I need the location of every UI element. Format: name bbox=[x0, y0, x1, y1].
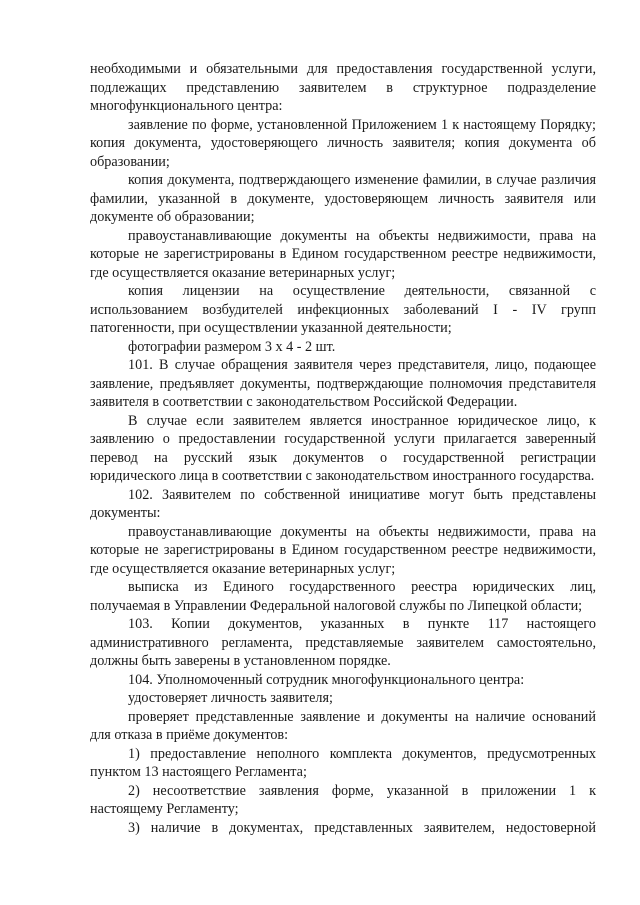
paragraph-registry-extract: выписка из Единого государственного реестра юридических лиц, получаемая в Управлении Федеральной налоговой службы по Липецкой области; bbox=[90, 579, 596, 614]
paragraph-name-change: копия документа, подтверждающего изменение фамилии, в случае различия фамилии, указанной в документе, удостоверяющем личность заявителя или документе об образовании; bbox=[90, 172, 596, 225]
paragraph-check-documents: проверяет представленные заявление и документы на наличие оснований для отказа в приёме документов: bbox=[90, 708, 596, 743]
document-page bbox=[90, 60, 596, 837]
list-item-2: 2) несоответствие заявления форме, указанной в приложении 1 к настоящему Регламенту; bbox=[90, 782, 596, 817]
paragraph-application-form: заявление по форме, установленной Приложением 1 к настоящему Порядку; копия документа, удостоверяющего личность заявителя; копия документа об образовании; bbox=[90, 116, 596, 170]
paragraph-intro: необходимыми и обязательными для предоставления государственной услуги, подлежащих представлению заявителем в структурное подразделение многофункционального центра: bbox=[90, 61, 596, 114]
paragraph-verify-identity: удостоверяет личность заявителя; bbox=[128, 690, 333, 706]
paragraph-property-documents: правоустанавливающие документы на объекты недвижимости, права на которые не зарегистрированы в Едином государственном реестре недвижимости, где осуществляется оказание ветеринарных услуг; bbox=[90, 227, 596, 281]
paragraph-104: 104. Уполномоченный сотрудник многофункционального центра: bbox=[128, 671, 525, 688]
list-item-1: 1) предоставление неполного комплекта документов, предусмотренных пунктом 13 настоящего Регламента; bbox=[90, 745, 596, 780]
paragraph-property-documents-2: правоустанавливающие документы на объекты недвижимости, права на которые не зарегистрированы в Едином государственном реестре недвижимости, где осуществляется оказание ветеринарных услуг; bbox=[90, 523, 596, 577]
paragraph-photos: фотографии размером 3 х 4 - 2 шт. bbox=[128, 338, 336, 355]
paragraph-foreign-entity: В случае если заявителем является иностранное юридическое лицо, к заявлению о предоставлении государственной услуги прилагается заверенный перевод на русский язык документов о государственной регистрации юридического лица в соответствии с законодательством иностранного государства. bbox=[90, 412, 596, 484]
paragraph-license-copy: копия лицензии на осуществление деятельности, связанной с использованием возбудителей инфекционных заболеваний I - IV групп патогенности, при осуществлении указанной деятельности; bbox=[90, 283, 596, 336]
paragraph-103: 103. Копии документов, указанных в пункте 117 настоящего административного регламента, представляемые заявителем самостоятельно, должны быть заверены в установленном порядке. bbox=[90, 616, 596, 669]
paragraph-102: 102. Заявителем по собственной инициативе могут быть представлены документы: bbox=[90, 486, 596, 521]
list-item-3: 3) наличие в документах, представленных заявителем, недостоверной bbox=[128, 819, 596, 836]
paragraph-101: 101. В случае обращения заявителя через представителя, лицо, подающее заявление, предъявляет документы, подтверждающие полномочия представителя заявителя в соответствии с законодательством Российской Федерации. bbox=[90, 357, 596, 410]
